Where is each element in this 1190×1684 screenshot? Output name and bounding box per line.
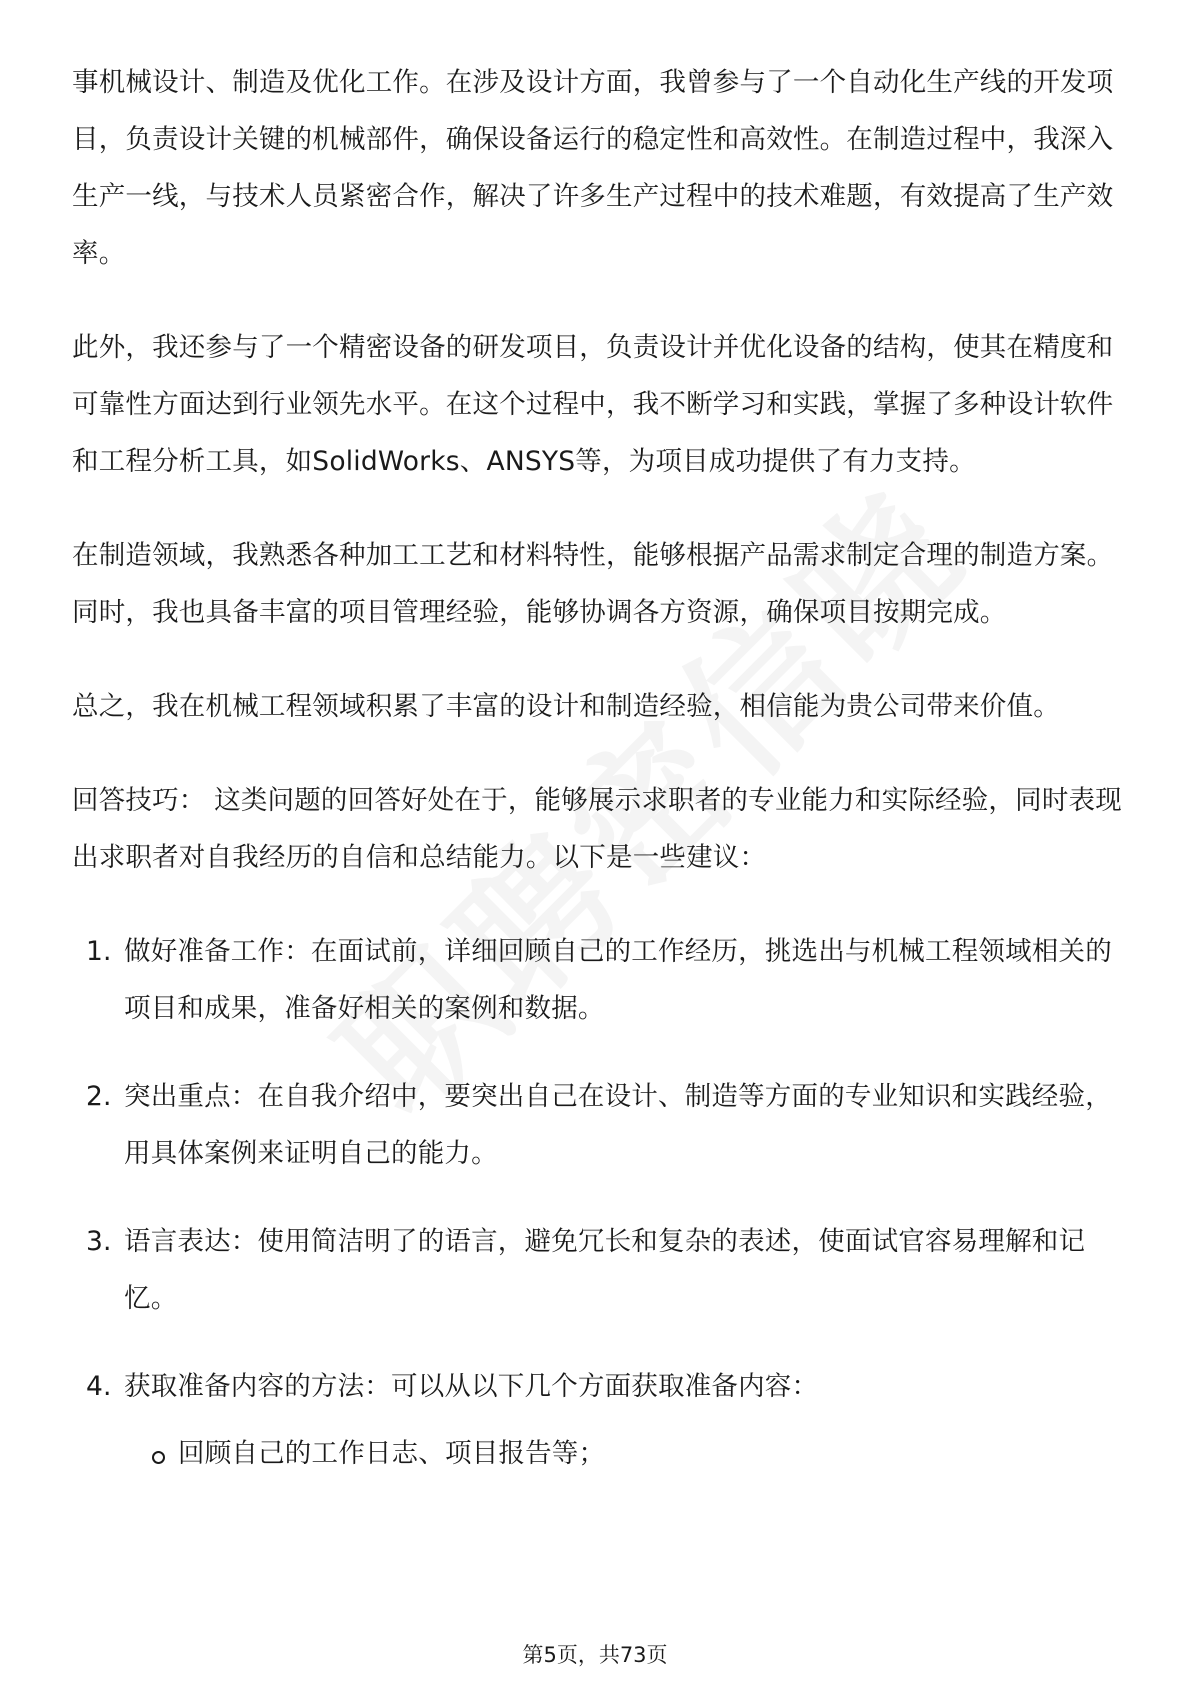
list-number: 1. <box>86 936 112 967</box>
list-item <box>72 1358 1124 1482</box>
list-item <box>72 1068 1124 1182</box>
sub-list-item: 回顾自己的工作日志、项目报告等； <box>124 1425 1124 1482</box>
tips-list <box>72 923 1124 1482</box>
paragraph-summary: 总之，我在机械工程领域积累了丰富的设计和制造经验，相信能为贵公司带来价值。 <box>72 691 1060 722</box>
sub-list <box>124 1425 1124 1482</box>
list-item-text: 做好准备工作：在面试前，详细回顾自己的工作经历，挑选出与机械工程领域相关的项目和成果，准备好相关的案例和数据。 <box>124 936 1112 1024</box>
list-item <box>72 1213 1124 1327</box>
paragraph-answer-tips: 回答技巧： 这类问题的回答好处在于，能够展示求职者的专业能力和实际经验，同时表现出求职者对自我经历的自信和总结能力。以下是一些建议： <box>72 785 1122 873</box>
list-item <box>72 923 1124 1037</box>
list-number: 4. <box>86 1371 112 1402</box>
paragraph-manufacturing: 在制造领域，我熟悉各种加工工艺和材料特性，能够根据产品需求制定合理的制造方案。同时，我也具备丰富的项目管理经验，能够协调各方资源，确保项目按期完成。 <box>72 540 1114 628</box>
document-body <box>72 54 1124 1513</box>
list-item-text: 突出重点：在自我介绍中，要突出自己在设计、制造等方面的专业知识和实践经验，用具体案例来证明自己的能力。 <box>124 1081 1112 1169</box>
list-number: 2. <box>86 1081 112 1112</box>
page-number-footer: 第5页，共73页 <box>522 1643 668 1667</box>
paragraph-experience: 事机械设计、制造及优化工作。在涉及设计方面，我曾参与了一个自动化生产线的开发项目，负责设计关键的机械部件，确保设备运行的稳定性和高效性。在制造过程中，我深入生产一线，与技术人员紧密合作，解决了许多生产过程中的技术难题，有效提高了生产效率。 <box>72 67 1114 269</box>
list-number: 3. <box>86 1226 112 1257</box>
paragraph-rnd-project: 此外，我还参与了一个精密设备的研发项目，负责设计并优化设备的结构，使其在精度和可靠性方面达到行业领先水平。在这个过程中，我不断学习和实践，掌握了多种设计软件和工程分析工具，如SolidWorks、ANSYS等，为项目成功提供了有力支持。 <box>72 332 1114 477</box>
list-item-text: 获取准备内容的方法：可以从以下几个方面获取准备内容： <box>124 1371 819 1402</box>
list-item-text: 语言表达：使用简洁明了的语言，避免冗长和复杂的表述，使面试官容易理解和记忆。 <box>124 1226 1086 1314</box>
